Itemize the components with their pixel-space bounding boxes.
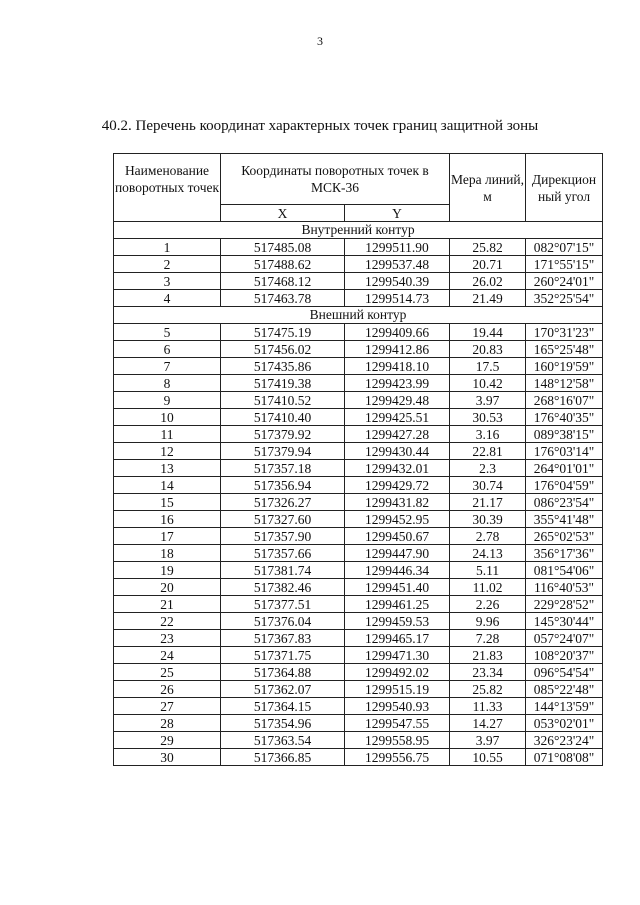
line-length-cell: 3.16 [450, 426, 526, 443]
point-number-cell: 24 [114, 647, 221, 664]
table-row [114, 477, 603, 494]
direction-angle-cell: 148°12'58" [526, 375, 603, 392]
x-coordinate-cell: 517377.51 [221, 596, 345, 613]
y-coordinate-cell: 1299430.44 [345, 443, 450, 460]
table-row [114, 732, 603, 749]
point-number-cell: 28 [114, 715, 221, 732]
table-row [114, 511, 603, 528]
point-number-cell: 18 [114, 545, 221, 562]
point-number-cell: 8 [114, 375, 221, 392]
x-coordinate-cell: 517363.54 [221, 732, 345, 749]
x-coordinate-cell: 517475.19 [221, 324, 345, 341]
line-length-cell: 20.83 [450, 341, 526, 358]
table-row [114, 579, 603, 596]
direction-angle-cell: 144°13'59" [526, 698, 603, 715]
y-coordinate-cell: 1299558.95 [345, 732, 450, 749]
table-header [114, 154, 603, 222]
y-coordinate-cell: 1299537.48 [345, 256, 450, 273]
point-number-cell: 23 [114, 630, 221, 647]
line-length-cell: 30.53 [450, 409, 526, 426]
y-coordinate-cell: 1299514.73 [345, 290, 450, 307]
x-coordinate-cell: 517326.27 [221, 494, 345, 511]
x-coordinate-cell: 517456.02 [221, 341, 345, 358]
line-length-cell: 5.11 [450, 562, 526, 579]
point-number-cell: 3 [114, 273, 221, 290]
table-row [114, 596, 603, 613]
line-length-cell: 21.17 [450, 494, 526, 511]
table-row [114, 494, 603, 511]
x-coordinate-cell: 517419.38 [221, 375, 345, 392]
x-coordinate-cell: 517357.66 [221, 545, 345, 562]
x-coordinate-cell: 517364.15 [221, 698, 345, 715]
line-length-cell: 19.44 [450, 324, 526, 341]
line-length-cell: 10.42 [450, 375, 526, 392]
y-coordinate-cell: 1299451.40 [345, 579, 450, 596]
point-number-cell: 25 [114, 664, 221, 681]
header-line-length: Мера линий, м [450, 154, 526, 222]
x-coordinate-cell: 517327.60 [221, 511, 345, 528]
y-coordinate-cell: 1299465.17 [345, 630, 450, 647]
point-number-cell: 13 [114, 460, 221, 477]
x-coordinate-cell: 517463.78 [221, 290, 345, 307]
line-length-cell: 26.02 [450, 273, 526, 290]
line-length-cell: 10.55 [450, 749, 526, 766]
y-coordinate-cell: 1299431.82 [345, 494, 450, 511]
y-coordinate-cell: 1299418.10 [345, 358, 450, 375]
table-row [114, 290, 603, 307]
x-coordinate-cell: 517468.12 [221, 273, 345, 290]
direction-angle-cell: 170°31'23" [526, 324, 603, 341]
table-row [114, 749, 603, 766]
point-number-cell: 10 [114, 409, 221, 426]
table-row [114, 528, 603, 545]
direction-angle-cell: 265°02'53" [526, 528, 603, 545]
point-number-cell: 30 [114, 749, 221, 766]
table-row [114, 358, 603, 375]
direction-angle-cell: 176°03'14" [526, 443, 603, 460]
y-coordinate-cell: 1299432.01 [345, 460, 450, 477]
line-length-cell: 23.34 [450, 664, 526, 681]
line-length-cell: 24.13 [450, 545, 526, 562]
x-coordinate-cell: 517410.40 [221, 409, 345, 426]
header-direction-angle: Дирекцион ный угол [526, 154, 603, 222]
table-row [114, 273, 603, 290]
x-coordinate-cell: 517367.83 [221, 630, 345, 647]
line-length-cell: 14.27 [450, 715, 526, 732]
y-coordinate-cell: 1299429.72 [345, 477, 450, 494]
point-number-cell: 9 [114, 392, 221, 409]
section-row [114, 222, 603, 239]
table-row [114, 613, 603, 630]
direction-angle-cell: 160°19'59" [526, 358, 603, 375]
table-row [114, 256, 603, 273]
line-length-cell: 7.28 [450, 630, 526, 647]
y-coordinate-cell: 1299461.25 [345, 596, 450, 613]
point-number-cell: 21 [114, 596, 221, 613]
line-length-cell: 21.83 [450, 647, 526, 664]
point-number-cell: 5 [114, 324, 221, 341]
table-row [114, 375, 603, 392]
point-number-cell: 26 [114, 681, 221, 698]
direction-angle-cell: 176°04'59" [526, 477, 603, 494]
direction-angle-cell: 352°25'54" [526, 290, 603, 307]
header-point-name: Наименование поворотных точек [114, 154, 221, 222]
line-length-cell: 17.5 [450, 358, 526, 375]
point-number-cell: 2 [114, 256, 221, 273]
line-length-cell: 11.02 [450, 579, 526, 596]
line-length-cell: 21.49 [450, 290, 526, 307]
x-coordinate-cell: 517382.46 [221, 579, 345, 596]
table-row [114, 664, 603, 681]
direction-angle-cell: 264°01'01" [526, 460, 603, 477]
point-number-cell: 16 [114, 511, 221, 528]
direction-angle-cell: 057°24'07" [526, 630, 603, 647]
y-coordinate-cell: 1299427.28 [345, 426, 450, 443]
table-row [114, 545, 603, 562]
table-row [114, 562, 603, 579]
x-coordinate-cell: 517379.92 [221, 426, 345, 443]
point-number-cell: 11 [114, 426, 221, 443]
table-row [114, 409, 603, 426]
direction-angle-cell: 165°25'48" [526, 341, 603, 358]
y-coordinate-cell: 1299429.48 [345, 392, 450, 409]
direction-angle-cell: 326°23'24" [526, 732, 603, 749]
table-row [114, 341, 603, 358]
direction-angle-cell: 085°22'48" [526, 681, 603, 698]
x-coordinate-cell: 517410.52 [221, 392, 345, 409]
section-title: Внешний контур [114, 307, 603, 324]
direction-angle-cell: 071°08'08" [526, 749, 603, 766]
table-row [114, 698, 603, 715]
point-number-cell: 6 [114, 341, 221, 358]
direction-angle-cell: 176°40'35" [526, 409, 603, 426]
table-body [114, 222, 603, 766]
point-number-cell: 7 [114, 358, 221, 375]
table-row [114, 715, 603, 732]
point-number-cell: 20 [114, 579, 221, 596]
direction-angle-cell: 116°40'53" [526, 579, 603, 596]
x-coordinate-cell: 517357.90 [221, 528, 345, 545]
x-coordinate-cell: 517354.96 [221, 715, 345, 732]
section-row [114, 307, 603, 324]
table-row [114, 426, 603, 443]
line-length-cell: 3.97 [450, 732, 526, 749]
document-title: 40.2. Перечень координат характерных точек границ защитной зоны [101, 118, 539, 134]
line-length-cell: 9.96 [450, 613, 526, 630]
table-row [114, 630, 603, 647]
point-number-cell: 22 [114, 613, 221, 630]
table-row [114, 443, 603, 460]
line-length-cell: 2.78 [450, 528, 526, 545]
direction-angle-cell: 268°16'07" [526, 392, 603, 409]
line-length-cell: 2.26 [450, 596, 526, 613]
x-coordinate-cell: 517366.85 [221, 749, 345, 766]
header-coordinates: Координаты поворотных точек в МСК-36 [221, 154, 450, 205]
y-coordinate-cell: 1299409.66 [345, 324, 450, 341]
point-number-cell: 12 [114, 443, 221, 460]
header-y: Y [345, 205, 450, 222]
point-number-cell: 27 [114, 698, 221, 715]
x-coordinate-cell: 517364.88 [221, 664, 345, 681]
header-x: X [221, 205, 345, 222]
y-coordinate-cell: 1299540.39 [345, 273, 450, 290]
point-number-cell: 19 [114, 562, 221, 579]
y-coordinate-cell: 1299446.34 [345, 562, 450, 579]
x-coordinate-cell: 517485.08 [221, 239, 345, 256]
y-coordinate-cell: 1299547.55 [345, 715, 450, 732]
x-coordinate-cell: 517488.62 [221, 256, 345, 273]
x-coordinate-cell: 517371.75 [221, 647, 345, 664]
direction-angle-cell: 108°20'37" [526, 647, 603, 664]
table-row [114, 239, 603, 256]
line-length-cell: 22.81 [450, 443, 526, 460]
x-coordinate-cell: 517379.94 [221, 443, 345, 460]
direction-angle-cell: 053°02'01" [526, 715, 603, 732]
direction-angle-cell: 355°41'48" [526, 511, 603, 528]
direction-angle-cell: 082°07'15" [526, 239, 603, 256]
x-coordinate-cell: 517357.18 [221, 460, 345, 477]
y-coordinate-cell: 1299540.93 [345, 698, 450, 715]
x-coordinate-cell: 517435.86 [221, 358, 345, 375]
direction-angle-cell: 260°24'01" [526, 273, 603, 290]
coordinates-table [113, 153, 603, 766]
x-coordinate-cell: 517356.94 [221, 477, 345, 494]
direction-angle-cell: 086°23'54" [526, 494, 603, 511]
point-number-cell: 29 [114, 732, 221, 749]
x-coordinate-cell: 517381.74 [221, 562, 345, 579]
direction-angle-cell: 096°54'54" [526, 664, 603, 681]
line-length-cell: 30.74 [450, 477, 526, 494]
direction-angle-cell: 171°55'15" [526, 256, 603, 273]
y-coordinate-cell: 1299511.90 [345, 239, 450, 256]
y-coordinate-cell: 1299492.02 [345, 664, 450, 681]
y-coordinate-cell: 1299425.51 [345, 409, 450, 426]
page-number: 3 [317, 34, 323, 48]
line-length-cell: 11.33 [450, 698, 526, 715]
y-coordinate-cell: 1299515.19 [345, 681, 450, 698]
x-coordinate-cell: 517376.04 [221, 613, 345, 630]
y-coordinate-cell: 1299459.53 [345, 613, 450, 630]
point-number-cell: 17 [114, 528, 221, 545]
line-length-cell: 2.3 [450, 460, 526, 477]
direction-angle-cell: 229°28'52" [526, 596, 603, 613]
line-length-cell: 25.82 [450, 681, 526, 698]
y-coordinate-cell: 1299447.90 [345, 545, 450, 562]
line-length-cell: 25.82 [450, 239, 526, 256]
table-row [114, 324, 603, 341]
table-row [114, 681, 603, 698]
y-coordinate-cell: 1299452.95 [345, 511, 450, 528]
x-coordinate-cell: 517362.07 [221, 681, 345, 698]
section-title: Внутренний контур [114, 222, 603, 239]
y-coordinate-cell: 1299412.86 [345, 341, 450, 358]
point-number-cell: 1 [114, 239, 221, 256]
y-coordinate-cell: 1299556.75 [345, 749, 450, 766]
direction-angle-cell: 089°38'15" [526, 426, 603, 443]
table-row [114, 647, 603, 664]
line-length-cell: 3.97 [450, 392, 526, 409]
line-length-cell: 30.39 [450, 511, 526, 528]
direction-angle-cell: 081°54'06" [526, 562, 603, 579]
y-coordinate-cell: 1299471.30 [345, 647, 450, 664]
table-row [114, 460, 603, 477]
table-row [114, 392, 603, 409]
line-length-cell: 20.71 [450, 256, 526, 273]
point-number-cell: 14 [114, 477, 221, 494]
point-number-cell: 15 [114, 494, 221, 511]
direction-angle-cell: 145°30'44" [526, 613, 603, 630]
y-coordinate-cell: 1299423.99 [345, 375, 450, 392]
y-coordinate-cell: 1299450.67 [345, 528, 450, 545]
direction-angle-cell: 356°17'36" [526, 545, 603, 562]
point-number-cell: 4 [114, 290, 221, 307]
